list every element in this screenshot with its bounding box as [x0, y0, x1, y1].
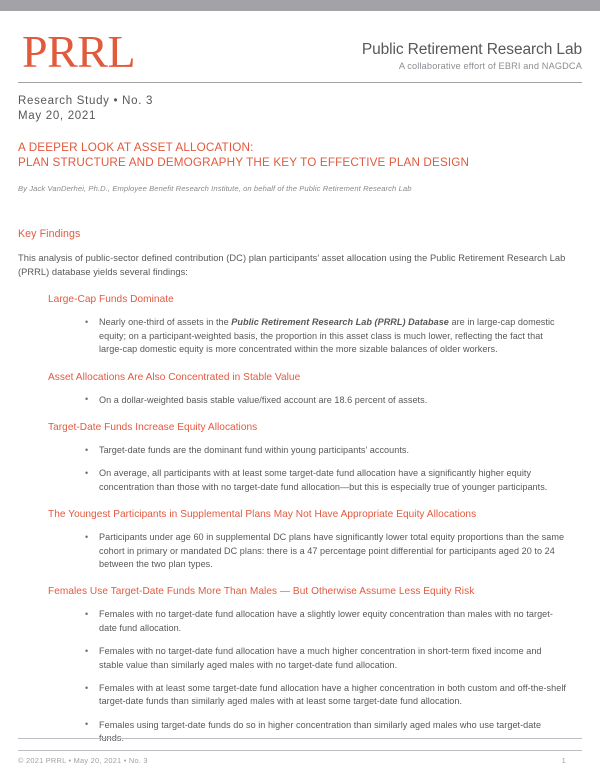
finding-heading: Large-Cap Funds Dominate — [48, 294, 174, 306]
study-meta — [18, 94, 582, 123]
footer-copyright: © 2021 PRRL • May 20, 2021 • No. 3 — [18, 756, 148, 765]
brand-tagline: A collaborative effort of EBRI and NAGDCA — [398, 61, 582, 71]
footer-row — [18, 756, 582, 766]
bullet-text: On a dollar-weighted basis stable value/fixed account are 18.6 percent of assets. — [99, 394, 428, 405]
finding-group — [18, 293, 582, 356]
intro-paragraph: This analysis of public-sector defined contribution (DC) plan participants’ asset allocation using the Public Retirement Research Lab (PRRL) database yields several findings: — [18, 253, 566, 277]
study-number: Research Study • No. 3 — [18, 95, 154, 107]
page-footer — [18, 738, 582, 766]
list-item — [18, 682, 582, 709]
list-item — [18, 645, 582, 672]
bullet-text: Females with no target-date fund allocation have a much higher concentration in short-term fixed income and stable value than similarly aged males with no target-date fund allocation. — [99, 646, 542, 670]
finding-heading: Females Use Target-Date Funds More Than Males — But Otherwise Assume Less Equity Risk — [48, 586, 475, 598]
bullet-text: Participants under age 60 in supplemental DC plans have significantly lower total equity proportions than the same cohort in primary or mandated DC plans: there is a 47 percentage point differential for participants aged 20 to 24 between the two plan types. — [99, 532, 565, 570]
page-title-line-1: A DEEPER LOOK AT ASSET ALLOCATION: — [18, 141, 254, 154]
footer-divider-top — [18, 738, 582, 739]
finding-group — [18, 421, 582, 494]
bullet-text: Females using target-date funds do so in higher concentration than similarly aged males who use target-date funds. — [99, 719, 542, 744]
findings-list — [18, 293, 582, 745]
brand-block — [362, 41, 582, 75]
finding-bullets — [18, 608, 582, 745]
finding-group — [18, 508, 582, 571]
bullet-text-cont: are in large-cap domestic equity; on a participant-weighted basis, the proportion in this asset class is much lower, reflecting the fact that large-cap domestic equity is more concentrated within the more sizable balances of older workers. — [99, 317, 555, 355]
finding-bullets — [18, 316, 582, 356]
masthead — [18, 11, 582, 75]
prrl-logo: PRRL — [22, 26, 136, 77]
finding-heading: The Youngest Participants in Supplemental Plans May Not Have Appropriate Equity Allocations — [48, 509, 477, 521]
bullet-emphasis: Public Retirement Research Lab (PRRL) Database — [231, 317, 449, 328]
finding-bullets — [18, 444, 582, 494]
top-accent-bar — [0, 0, 600, 11]
page-title-line-2: PLAN STRUCTURE AND DEMOGRAPHY THE KEY TO EFFECTIVE PLAN DESIGN — [18, 155, 470, 169]
bullet-text: Females with no target-date fund allocation have a slightly lower equity concentration than males with no target-date fund allocation. — [99, 609, 553, 633]
list-item — [18, 608, 582, 635]
finding-group — [18, 585, 582, 745]
masthead-divider — [18, 82, 582, 83]
list-item — [18, 444, 582, 457]
finding-group — [18, 371, 582, 407]
finding-bullets — [18, 531, 582, 571]
footer-page-number: 1 — [561, 756, 566, 765]
bullet-text: Nearly one-third of assets in the — [99, 317, 232, 328]
section-title-key-findings: Key Findings — [18, 228, 81, 241]
bullet-text: Target-date funds are the dominant fund within young participants’ accounts. — [99, 445, 410, 455]
brand-name: Public Retirement Research Lab — [361, 41, 582, 58]
page-title — [18, 141, 582, 170]
bullet-text: Females with at least some target-date fund allocation have a higher concentration in both custom and off-the-shelf target-date funds than similarly aged males with at least some target-date fund allocation. — [99, 683, 566, 707]
finding-heading: Asset Allocations Are Also Concentrated in Stable Value — [48, 371, 301, 383]
document-page — [0, 11, 600, 776]
list-item — [18, 394, 582, 407]
list-item — [18, 467, 582, 494]
list-item — [18, 316, 582, 356]
footer-divider-bottom — [18, 750, 582, 751]
bullet-text: On average, all participants with at least some target-date fund allocation have a significantly higher equity concentration than those with no target-date fund allocation—but this is especially true of younger participants. — [99, 468, 548, 492]
finding-heading: Target-Date Funds Increase Equity Allocations — [48, 422, 258, 433]
author-byline: By Jack VanDerhei, Ph.D., Employee Benefit Research Institute, on behalf of the Public Retirement Research Lab — [18, 184, 412, 194]
list-item — [18, 531, 582, 571]
finding-bullets — [18, 394, 582, 407]
study-date: May 20, 2021 — [18, 109, 97, 122]
